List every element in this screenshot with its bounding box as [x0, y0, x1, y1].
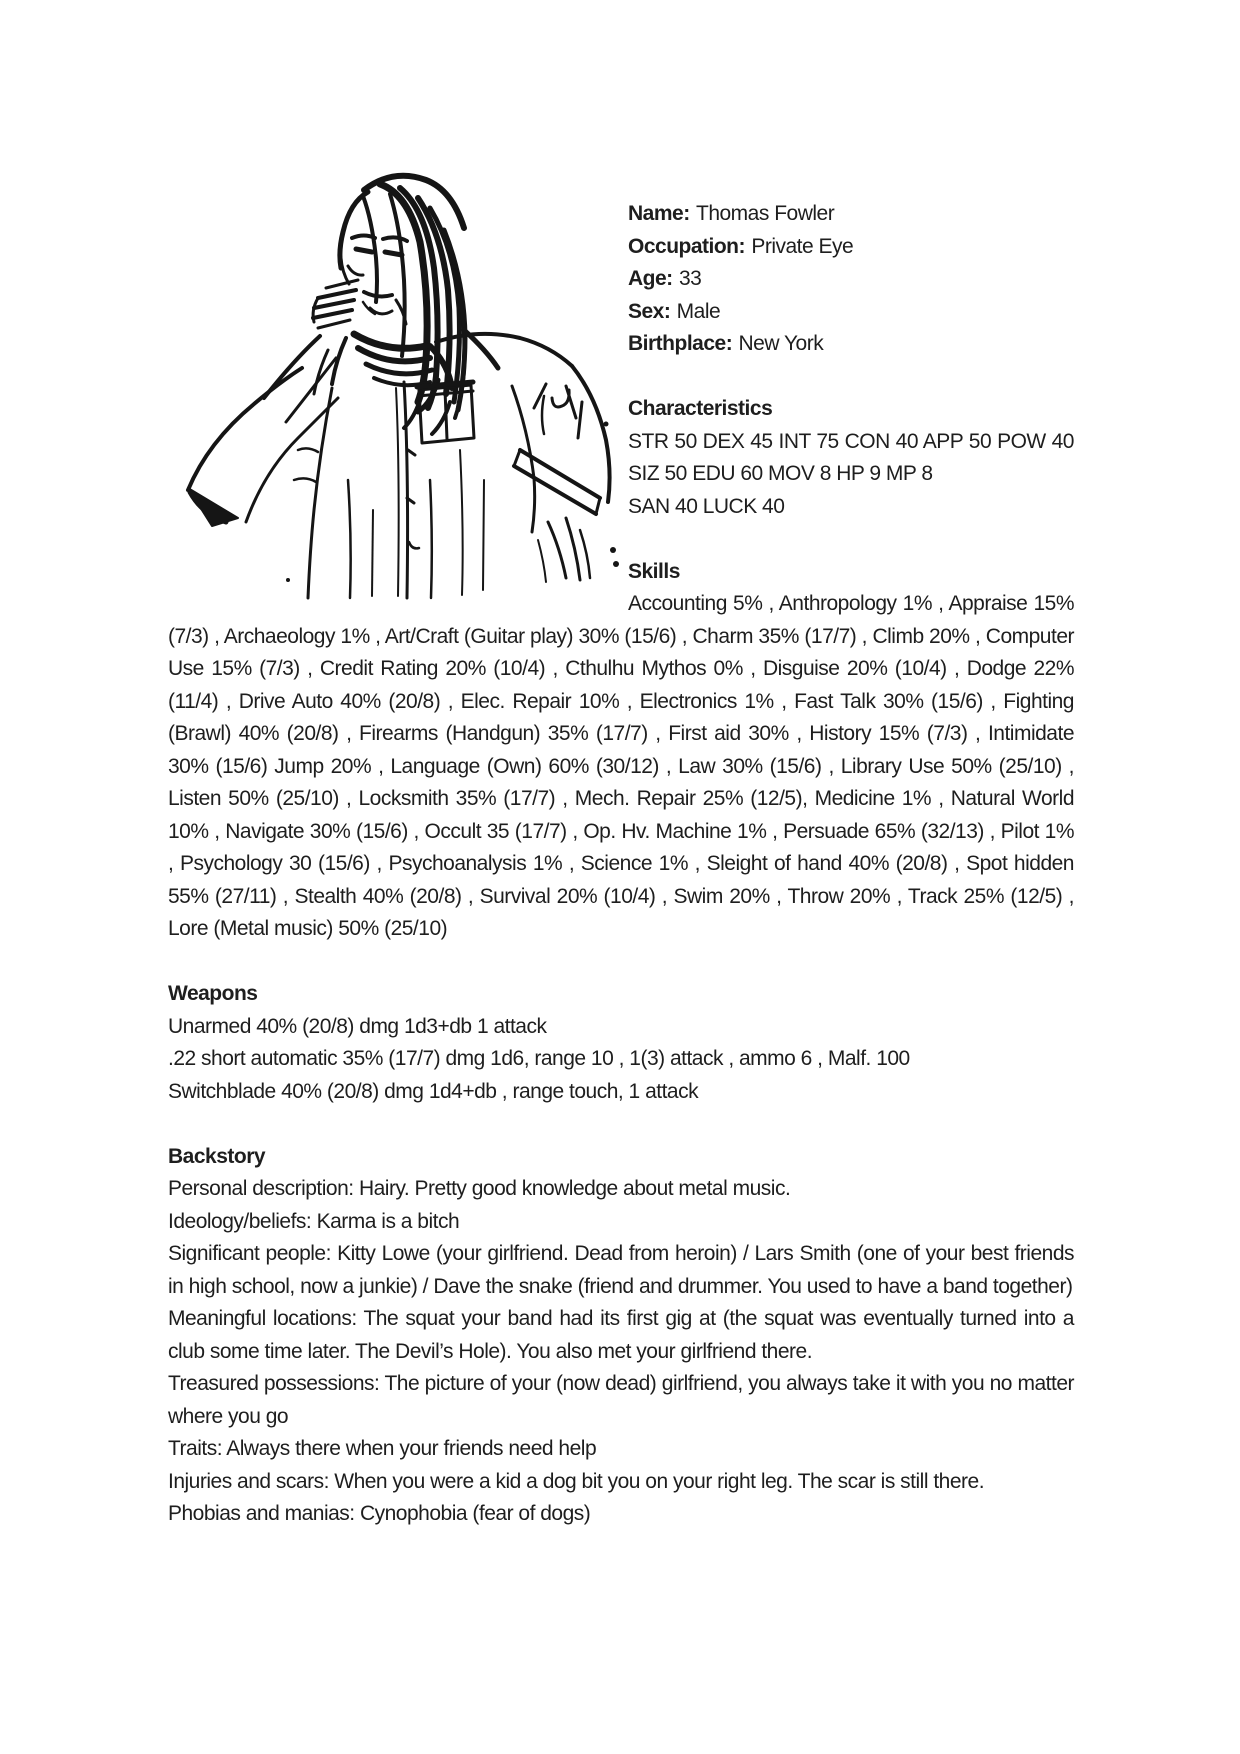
backstory-heading: Backstory: [168, 1144, 266, 1168]
characteristics-line-1: STR 50 DEX 45 INT 75 CON 40 APP 50 POW 40: [628, 429, 1074, 453]
backstory-personal-description: Personal description: Hairy. Pretty good knowledge about metal music.: [168, 1177, 791, 1200]
spacer-4: [168, 1108, 1074, 1141]
characteristics-line-3: SAN 40 LUCK 40: [628, 494, 785, 518]
backstory-traits: Traits: Always there when your friends need help: [168, 1437, 597, 1460]
characteristics-heading: Characteristics: [628, 397, 773, 420]
backstory-significant-people: Significant people: Kitty Lowe (your girlfriend. Dead from heroin) / Lars Smith (one of your best friends in high school, now a junkie) / Dave the snake (friend and drummer. You used to have a band together): [168, 1242, 1074, 1298]
birthplace-label: Birthplace:: [628, 332, 733, 355]
birthplace-value: New York: [738, 332, 824, 355]
sex-value: Male: [676, 299, 721, 323]
weapon-unarmed: Unarmed 40% (20/8) dmg 1d3+db 1 attack: [168, 1014, 547, 1038]
character-portrait-sketch: [168, 150, 628, 600]
sex-label: Sex:: [628, 299, 671, 323]
weapon-pistol: .22 short automatic 35% (17/7) dmg 1d6, range 10 , 1(3) attack , ammo 6 , Malf. 100: [168, 1047, 910, 1070]
name-label: Name:: [628, 202, 690, 225]
backstory-ideology: Ideology/beliefs: Karma is a bitch: [168, 1209, 460, 1233]
backstory-injuries: Injuries and scars: When you were a kid a dog bit you on your right leg. The scar is still there.: [168, 1469, 985, 1493]
backstory-phobias: Phobias and manias: Cynophobia (fear of dogs): [168, 1502, 591, 1525]
characteristics-line-2: SIZ 50 EDU 60 MOV 8 HP 9 MP 8: [628, 462, 933, 485]
backstory-treasured-possessions: Treasured possessions: The picture of your (now dead) girlfriend, you always take it with you no matter where you go: [168, 1372, 1074, 1428]
portrait-sketch-drawing: [168, 150, 628, 600]
backstory-meaningful-locations: Meaningful locations: The squat your band had its first gig at (the squat was eventually turned into a club some time later. The Devil’s Hole). You also met your girlfriend there.: [168, 1307, 1074, 1363]
skills-text: Accounting 5% , Anthropology 1% , Appraise 15% (7/3) , Archaeology 1% , Art/Craft (Guitar play) 30% (15/6) , Charm 35% (17/7) , Climb 20% , Computer Use 15% (7/3) , Credit Rating 20% (10/4) , Cthulhu Mythos 0% , Disguise 20% (10/4) , Dodge 22% (11/4) , Drive Auto 40% (20/8) , Elec. Repair 10% , Electronics 1% , Fast Talk 30% (15/6) , Fighting (Brawl) 40% (20/8) , Firearms (Handgun) 35% (17/7) , First aid 30% , History 15% (7/3) , Intimidate 30% (15/6) Jump 20% , Language (Own) 60% (30/12) , Law 30% (15/6) , Library Use 50% (25/10) , Listen 50% (25/10) , Locksmith 35% (17/7) , Mech. Repair 25% (12/5), Medicine 1% , Natural World 10% , Navigate 30% (15/6) , Occult 35 (17/7) , Op. Hv. Machine 1% , Persuade 65% (32/13) , Pilot 1% , Psychology 30 (15/6) , Psychoanalysis 1% , Science 1% , Sleight of hand 40% (20/8) , Spot hidden 55% (27/11) , Stealth 40% (20/8) , Survival 20% (10/4) , Swim 20% , Throw 20% , Track 25% (12/5) , Lore (Metal music) 50% (25/10): [168, 592, 1074, 940]
weapons-heading: Weapons: [168, 982, 258, 1005]
age-label: Age:: [628, 267, 673, 290]
age-value: 33: [678, 267, 702, 290]
occupation-value: Private Eye: [751, 234, 854, 258]
occupation-label: Occupation:: [628, 234, 746, 258]
spacer-3: [168, 946, 1074, 979]
weapon-switchblade: Switchblade 40% (20/8) dmg 1d4+db , range touch, 1 attack: [168, 1079, 699, 1103]
name-value: Thomas Fowler: [696, 202, 835, 225]
skills-heading: Skills: [628, 559, 680, 583]
